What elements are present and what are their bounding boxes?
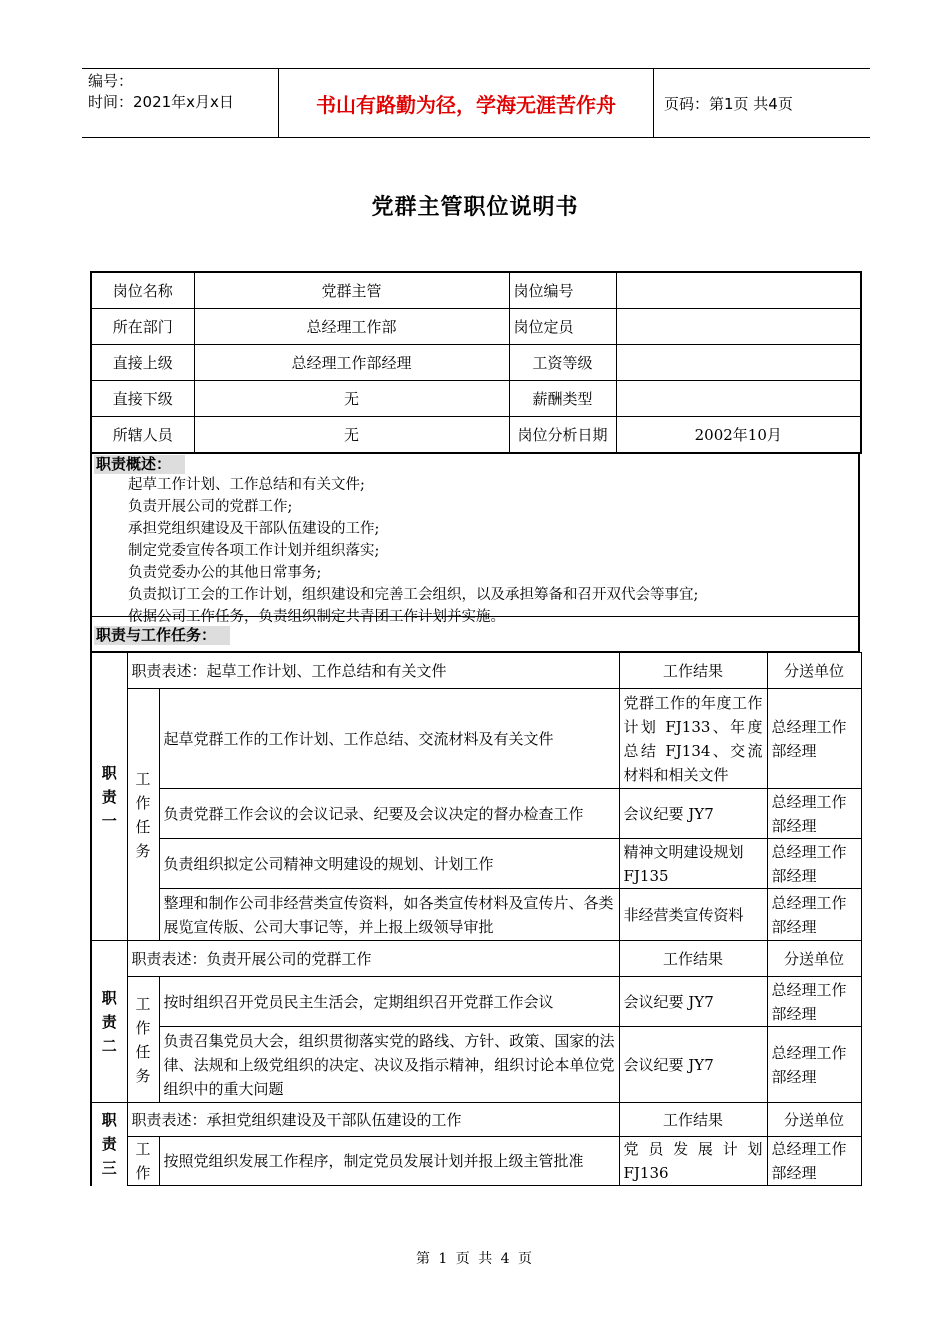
task-label: 工作 <box>127 1137 159 1186</box>
table-row <box>91 889 861 941</box>
duty-label: 职责一 <box>91 653 127 941</box>
dest-header: 分送单位 <box>767 941 861 977</box>
list-item: 制定党委宣传各项工作计划并组织落实; <box>128 543 380 559</box>
result-header: 工作结果 <box>619 653 767 689</box>
task-text: 负责召集党员大会，组织贯彻落实党的路线、方针、政策、国家的法律、法规和上级党组织的决定、决议及指示精神，组织讨论本单位党组织中的重大问题 <box>159 1027 619 1103</box>
task-dest: 总经理工作部经理 <box>767 789 861 839</box>
table-row <box>91 789 861 839</box>
info-value: 无 <box>194 381 509 417</box>
info-key: 薪酬类型 <box>509 381 616 417</box>
list-item: 起草工作计划、工作总结和有关文件; <box>128 477 365 493</box>
task-result: 精神文明建设规划 FJ135 <box>619 839 767 889</box>
summary-list <box>92 474 858 628</box>
table-row <box>91 941 861 977</box>
page-header <box>82 68 870 138</box>
info-value <box>616 272 861 309</box>
info-key: 岗位名称 <box>91 272 194 309</box>
task-result: 非经营类宣传资料 <box>619 889 767 941</box>
info-key: 岗位编号 <box>509 272 616 309</box>
dest-header: 分送单位 <box>767 653 861 689</box>
info-value <box>616 381 861 417</box>
duty-statement: 职责表述：承担党组织建设及干部队伍建设的工作 <box>127 1103 619 1137</box>
duties-table <box>90 652 862 1186</box>
task-text: 起草党群工作的工作计划、工作总结、交流材料及有关文件 <box>159 689 619 789</box>
table-row <box>91 345 861 381</box>
summary-heading: 职责概述： <box>94 455 185 474</box>
info-key: 所辖人员 <box>91 417 194 454</box>
table-row <box>91 1027 861 1103</box>
info-value: 党群主管 <box>194 272 509 309</box>
task-text: 按照党组织发展工作程序，制定党员发展计划并报上级主管批准 <box>159 1137 619 1186</box>
list-item: 负责拟订工会的工作计划，组织建设和完善工会组织，以及承担筹备和召开双代会等事宜; <box>128 587 699 603</box>
header-page-info: 页码：第1页 共4页 <box>664 94 793 113</box>
task-result: 党群工作的年度工作计划 FJ133、年度总结 FJ134、交流材料和相关文件 <box>619 689 767 789</box>
list-item: 负责党委办公的其他日常事务; <box>128 565 322 581</box>
task-dest: 总经理工作部经理 <box>767 1137 861 1186</box>
info-value: 无 <box>194 417 509 454</box>
duty-label: 职责三 <box>91 1103 127 1186</box>
table-row <box>91 1103 861 1137</box>
table-row <box>91 1137 861 1186</box>
header-meta <box>88 71 288 113</box>
info-value: 2002年10月 <box>616 417 861 454</box>
task-result: 会议纪要 JY7 <box>619 1027 767 1103</box>
duty-label: 职责二 <box>91 941 127 1103</box>
table-row <box>91 653 861 689</box>
task-text: 负责党群工作会议的会议记录、纪要及会议决定的督办检查工作 <box>159 789 619 839</box>
task-dest: 总经理工作部经理 <box>767 889 861 941</box>
task-dest: 总经理工作部经理 <box>767 1027 861 1103</box>
info-key: 工资等级 <box>509 345 616 381</box>
result-header: 工作结果 <box>619 1103 767 1137</box>
task-dest: 总经理工作部经理 <box>767 839 861 889</box>
info-value <box>616 345 861 381</box>
info-key: 直接下级 <box>91 381 194 417</box>
task-result: 会议纪要 JY7 <box>619 789 767 839</box>
dest-header: 分送单位 <box>767 1103 861 1137</box>
table-row <box>91 381 861 417</box>
table-row <box>91 309 861 345</box>
code-label: 编号： <box>88 72 134 90</box>
info-key: 岗位分析日期 <box>509 417 616 454</box>
table-row <box>91 689 861 789</box>
task-text: 按时组织召开党员民主生活会，定期组织召开党群工作会议 <box>159 977 619 1027</box>
info-key: 所在部门 <box>91 309 194 345</box>
info-key: 直接上级 <box>91 345 194 381</box>
table-row <box>91 417 861 454</box>
info-key: 岗位定员 <box>509 309 616 345</box>
task-text: 整理和制作公司非经营类宣传资料，如各类宣传材料及宣传片、各类展览宣传版、公司大事记等，并上报上级领导审批 <box>159 889 619 941</box>
table-row <box>91 977 861 1027</box>
duty-statement: 职责表述：负责开展公司的党群工作 <box>127 941 619 977</box>
list-item: 依据公司工作任务，负责组织制定共青团工作计划并实施。 <box>128 609 505 625</box>
list-item: 承担党组织建设及干部队伍建设的工作; <box>128 521 380 537</box>
document-title: 党群主管职位说明书 <box>371 195 579 220</box>
basic-info-table <box>90 271 862 454</box>
task-dest: 总经理工作部经理 <box>767 689 861 789</box>
task-result: 会议纪要 JY7 <box>619 977 767 1027</box>
header-motto: 书山有路勤为径，学海无涯苦作舟 <box>278 69 654 137</box>
duties-heading: 职责与工作任务： <box>94 626 230 645</box>
list-item: 负责开展公司的党群工作; <box>128 499 293 515</box>
task-result: 党员发展计划 FJ136 <box>619 1137 767 1186</box>
duty-statement: 职责表述：起草工作计划、工作总结和有关文件 <box>127 653 619 689</box>
info-value: 总经理工作部经理 <box>194 345 509 381</box>
task-text: 负责组织拟定公司精神文明建设的规划、计划工作 <box>159 839 619 889</box>
task-label: 工作任务 <box>127 689 159 941</box>
task-label: 工作任务 <box>127 977 159 1103</box>
page-footer: 第 1 页 共 4 页 <box>415 1251 535 1267</box>
duty-summary <box>90 453 860 625</box>
info-value: 总经理工作部 <box>194 309 509 345</box>
table-row <box>91 272 861 309</box>
time-label: 时间：2021年x月x日 <box>88 93 234 111</box>
info-value <box>616 309 861 345</box>
table-row <box>91 839 861 889</box>
result-header: 工作结果 <box>619 941 767 977</box>
duties-heading-bar <box>90 617 860 652</box>
task-dest: 总经理工作部经理 <box>767 977 861 1027</box>
